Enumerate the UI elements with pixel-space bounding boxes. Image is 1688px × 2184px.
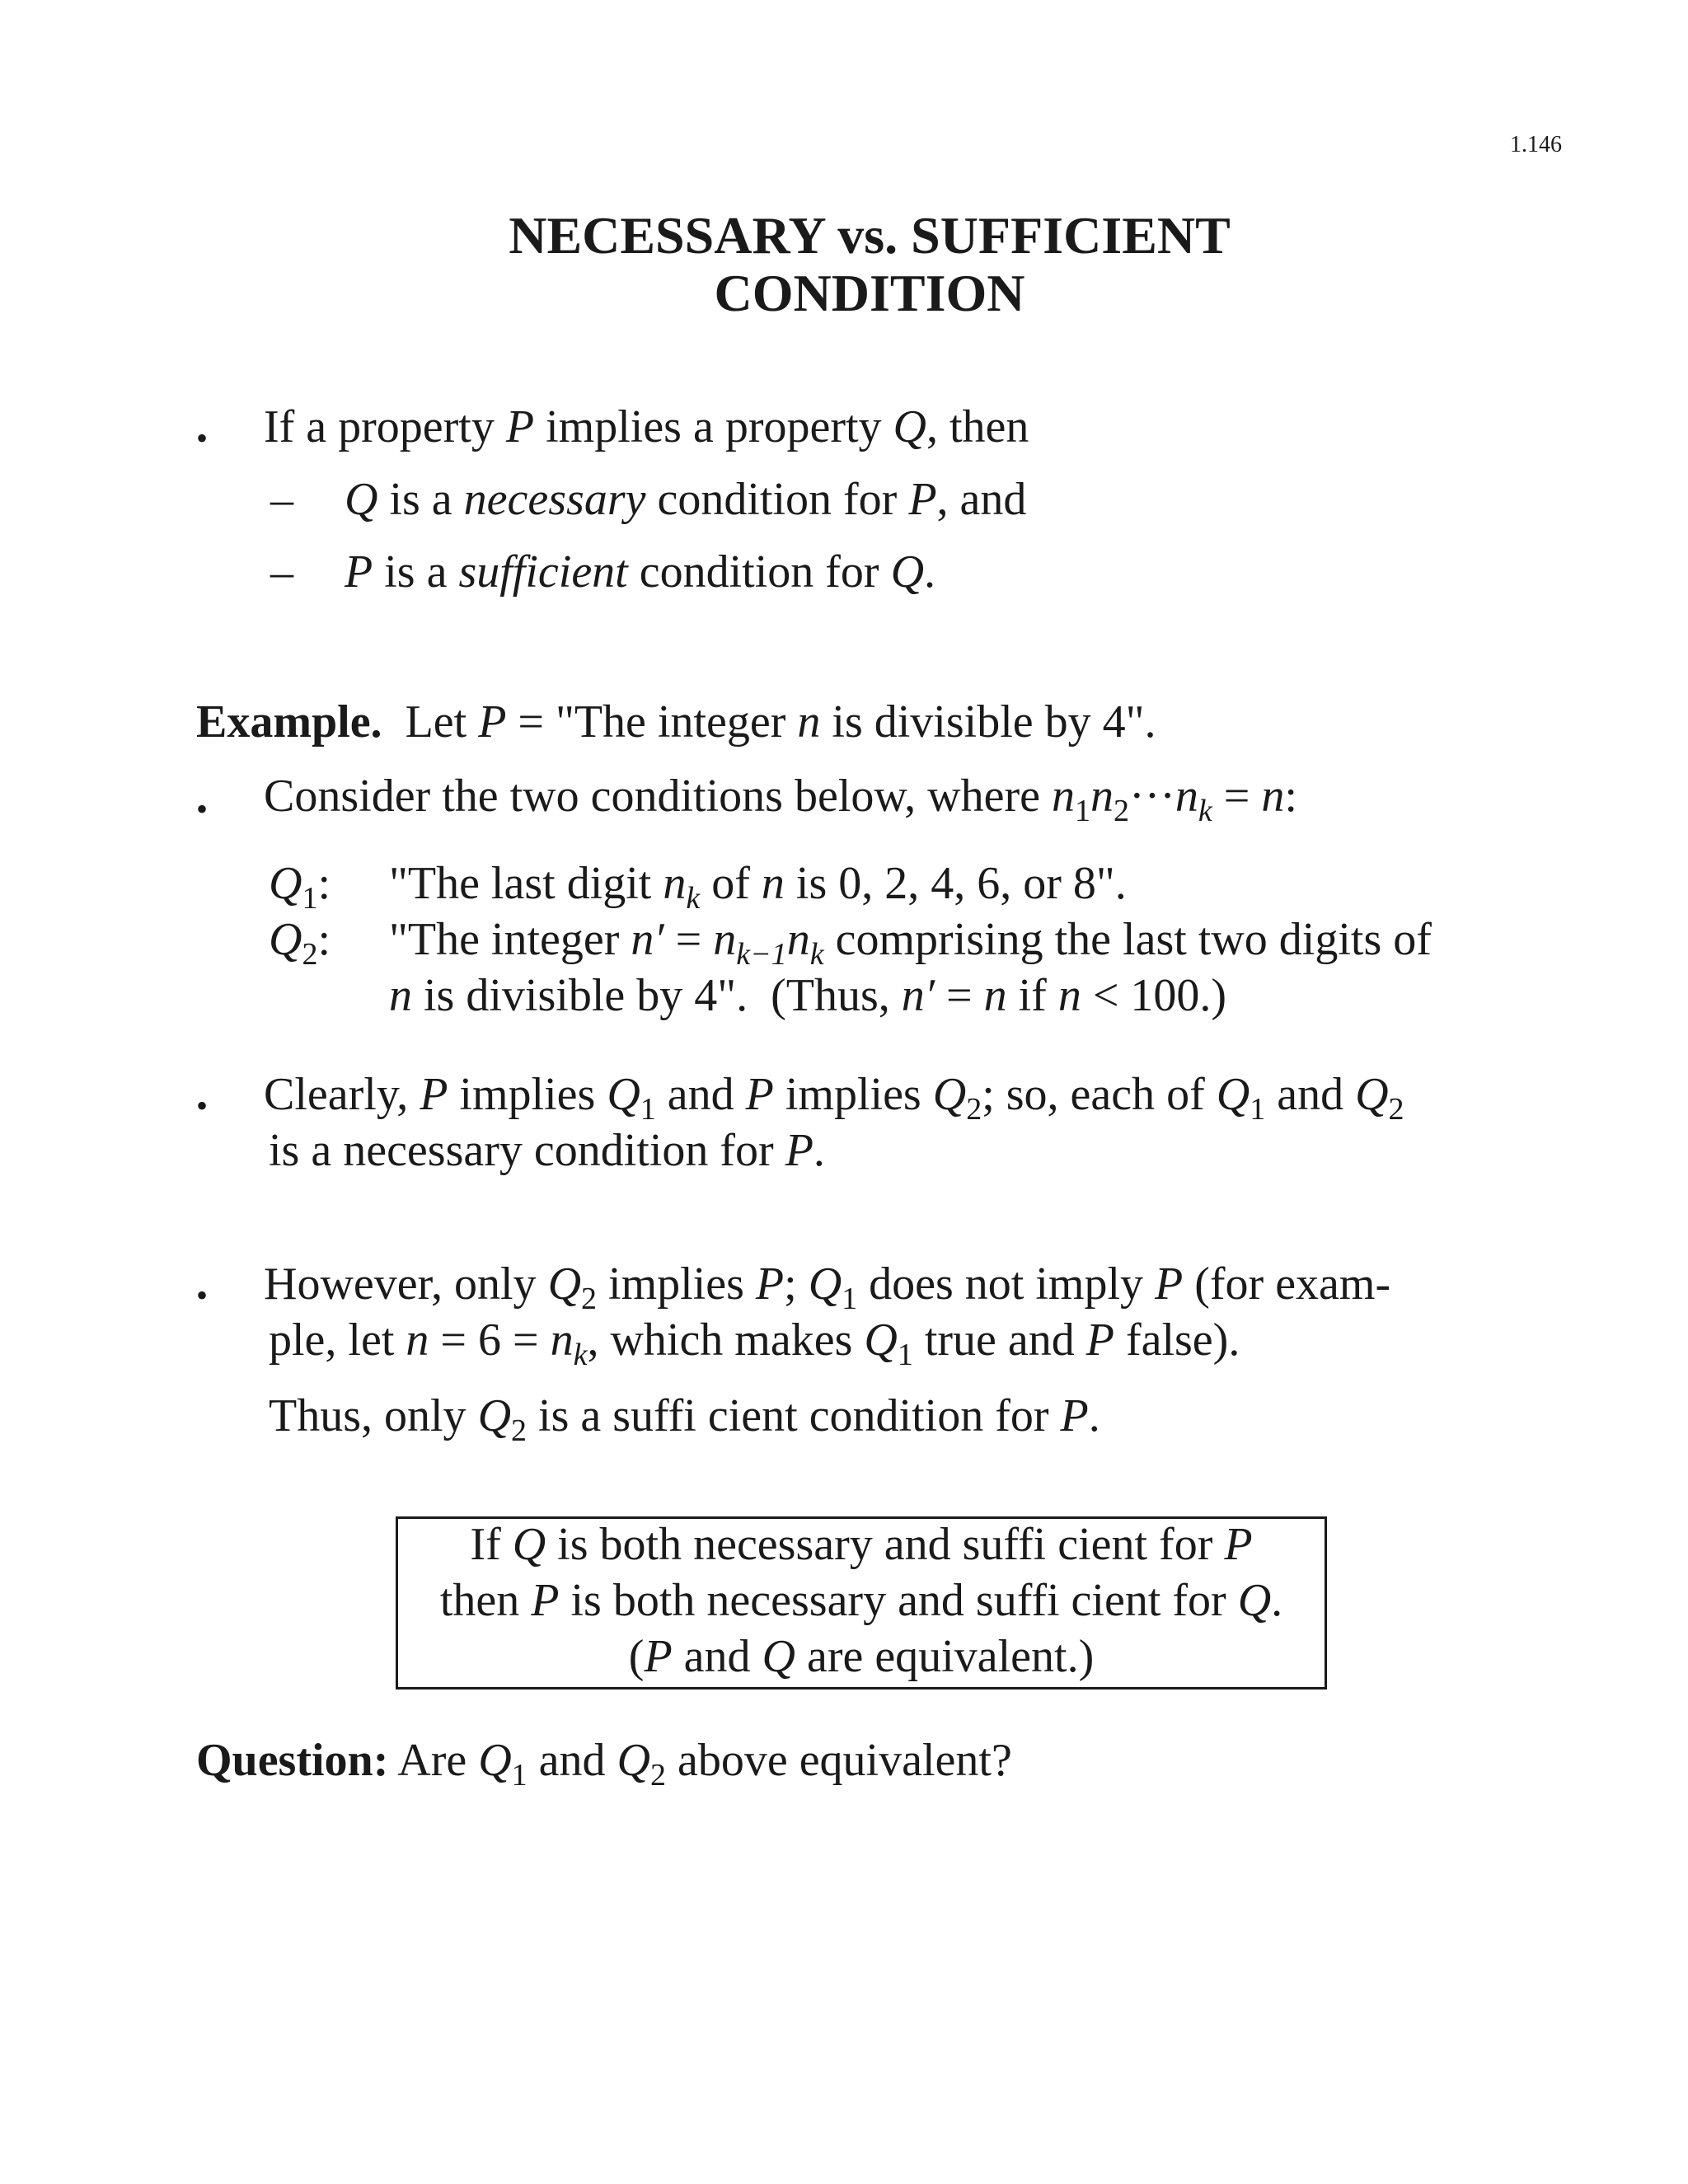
subscript: 2	[1388, 1092, 1404, 1127]
consider-line	[264, 770, 1297, 828]
box-line-2	[396, 1574, 1327, 1627]
text: Thus, only	[269, 1390, 478, 1441]
subscript: k	[1198, 794, 1212, 828]
var-Q: Q	[808, 1258, 842, 1310]
var-n: n	[786, 914, 810, 965]
var-n: n	[1261, 771, 1285, 822]
text: then	[439, 1575, 532, 1626]
text: .	[1271, 1575, 1283, 1626]
text: (	[628, 1631, 645, 1682]
var-Q: Q	[932, 1069, 967, 1120]
subscript: 1	[1074, 794, 1090, 828]
example-line	[196, 696, 1156, 748]
text: = "The integer	[506, 696, 798, 748]
var-Q: Q	[762, 1631, 795, 1682]
box-line-3	[396, 1630, 1327, 1683]
var-Q: Q	[864, 1315, 898, 1366]
var-n: n	[389, 970, 412, 1021]
var-Q: Q	[617, 1735, 650, 1786]
var-P: P	[478, 696, 507, 748]
text: Are	[388, 1735, 479, 1786]
text: if	[1006, 970, 1058, 1021]
text: ;	[784, 1258, 809, 1310]
text: .	[813, 1125, 825, 1176]
clearly-line-2	[269, 1124, 825, 1177]
question-label: Question:	[196, 1735, 389, 1786]
var-n-prime: n′	[631, 914, 664, 965]
var-P: P	[785, 1125, 814, 1176]
var-Q: Q	[1216, 1069, 1250, 1120]
text: , then	[926, 401, 1029, 452]
subscript: 1	[511, 1758, 528, 1793]
var-Q: Q	[1355, 1069, 1389, 1120]
text: is a	[373, 546, 459, 598]
title-line-1: NECESSARY vs. SUFFICIENT	[509, 206, 1231, 265]
however-line-1	[264, 1258, 1391, 1316]
text: :	[317, 858, 331, 909]
var-Q: Q	[1237, 1575, 1272, 1626]
text: Let	[382, 696, 479, 748]
text: is a	[377, 474, 464, 525]
var-n-prime: n′	[901, 970, 935, 1021]
emphasis-necessary: necessary	[463, 474, 646, 525]
subscript: 2	[302, 937, 318, 972]
text: =	[935, 970, 984, 1021]
text: are equivalent.)	[795, 1631, 1095, 1682]
text: .	[1088, 1390, 1100, 1441]
text: =	[1212, 771, 1262, 822]
text: condition for	[627, 546, 891, 598]
var-n: n	[761, 858, 785, 909]
text: above equivalent?	[665, 1735, 1012, 1786]
subscript: 2	[1113, 794, 1129, 828]
text: =	[663, 914, 714, 965]
var-P: P	[755, 1258, 785, 1310]
var-n: n	[1057, 970, 1081, 1021]
var-P: P	[644, 1631, 673, 1682]
var-Q: Q	[345, 474, 378, 525]
bullet-glyph: •	[196, 419, 209, 457]
text: :	[317, 914, 331, 965]
var-Q: Q	[890, 546, 925, 598]
example-label: Example.	[196, 696, 382, 748]
var-n: n	[1175, 771, 1198, 822]
bullet-glyph: •	[196, 1277, 209, 1314]
text: false).	[1114, 1315, 1240, 1366]
var-P: P	[505, 401, 535, 452]
subscript: 2	[649, 1758, 666, 1793]
text: and	[1265, 1069, 1356, 1120]
text: and	[527, 1735, 617, 1786]
var-P: P	[345, 546, 373, 598]
q1-condition	[389, 857, 1127, 916]
text: does not imply	[857, 1258, 1156, 1310]
q2-condition-line-1	[389, 913, 1432, 972]
var-Q: Q	[269, 858, 302, 909]
ellipsis: ···	[1128, 771, 1175, 822]
var-n: n	[797, 696, 821, 748]
subscript: 1	[302, 881, 318, 916]
emphasis-sufficient: sufficient	[458, 546, 628, 598]
var-n: n	[1090, 771, 1114, 822]
var-P: P	[1224, 1519, 1253, 1570]
clearly-line-1	[264, 1068, 1404, 1127]
text: of	[700, 858, 762, 909]
var-Q: Q	[477, 1390, 512, 1441]
subscript: 2	[966, 1092, 982, 1127]
intro-dash-2	[345, 546, 935, 598]
var-Q: Q	[893, 401, 926, 452]
bullet-glyph: •	[196, 790, 209, 827]
var-n: n	[1051, 771, 1075, 822]
var-P: P	[1085, 1315, 1114, 1366]
subscript: 2	[511, 1413, 528, 1448]
text: is divisible by 4". (Thus,	[412, 970, 902, 1021]
var-n: n	[983, 970, 1007, 1021]
text: If	[470, 1519, 513, 1570]
var-P: P	[1155, 1258, 1184, 1310]
text: ; so, each of	[982, 1069, 1217, 1120]
var-Q: Q	[607, 1069, 640, 1120]
text: is both necessary and suffi cient for	[546, 1519, 1225, 1570]
subscript: k	[686, 881, 701, 916]
question-line	[196, 1734, 1012, 1793]
var-P: P	[745, 1069, 774, 1120]
var-P: P	[531, 1575, 560, 1626]
thus-line	[269, 1390, 1100, 1448]
text: < 100.)	[1081, 970, 1227, 1021]
page-number: 1.146	[1510, 132, 1562, 157]
text: implies a property	[534, 401, 893, 452]
var-P: P	[1060, 1390, 1089, 1441]
var-Q: Q	[269, 914, 302, 965]
text: implies	[597, 1258, 756, 1310]
text: (for exam-	[1183, 1258, 1391, 1310]
text: :	[1284, 771, 1297, 822]
var-P: P	[908, 474, 937, 525]
however-line-2	[269, 1314, 1240, 1372]
q1-label	[269, 857, 331, 916]
subscript: 1	[897, 1338, 913, 1372]
bullet-glyph: •	[196, 1087, 209, 1124]
title-line-2: CONDITION	[714, 264, 1025, 322]
text: true and	[912, 1315, 1086, 1366]
text: is a necessary condition for	[269, 1125, 785, 1176]
var-n: n	[550, 1315, 574, 1366]
subscript: 2	[581, 1282, 598, 1316]
text: , and	[936, 474, 1027, 525]
text: However, only	[264, 1258, 548, 1310]
text: = 6 =	[429, 1315, 551, 1366]
text: comprising the last two digits of	[823, 914, 1432, 965]
text: .	[924, 546, 936, 598]
var-Q: Q	[478, 1735, 512, 1786]
text: ple, let	[269, 1315, 406, 1366]
var-n: n	[406, 1315, 429, 1366]
subscript: 1	[640, 1092, 656, 1127]
q2-label	[269, 913, 331, 972]
var-n: n	[663, 858, 687, 909]
text: and	[672, 1631, 762, 1682]
text: Consider the two conditions below, where	[264, 771, 1052, 822]
intro-dash-1	[345, 473, 1026, 526]
box-line-1	[396, 1518, 1327, 1571]
subscript: k−1	[736, 937, 787, 972]
text: condition for	[645, 474, 909, 525]
text: , which makes	[587, 1315, 865, 1366]
var-Q: Q	[547, 1258, 582, 1310]
text: "The integer	[389, 914, 631, 965]
var-Q: Q	[512, 1519, 546, 1570]
text: implies	[773, 1069, 933, 1120]
var-P: P	[420, 1069, 448, 1120]
text: and	[655, 1069, 746, 1120]
q2-condition-line-2	[389, 969, 1226, 1022]
subscript: k	[809, 937, 824, 972]
intro-bullet	[264, 401, 1029, 453]
text: is divisible by 4".	[820, 696, 1156, 748]
subscript: 1	[842, 1282, 858, 1316]
dash-glyph: –	[270, 546, 293, 598]
text: implies	[448, 1069, 607, 1120]
text: is both necessary and suffi cient for	[559, 1575, 1238, 1626]
text: Clearly,	[264, 1069, 420, 1120]
text: is 0, 2, 4, 6, or 8".	[784, 858, 1127, 909]
subscript: 1	[1250, 1092, 1266, 1127]
subscript: k	[573, 1338, 588, 1372]
text: "The last digit	[389, 858, 663, 909]
var-n: n	[713, 914, 737, 965]
text: If a property	[264, 401, 506, 452]
dash-glyph: –	[270, 474, 293, 525]
text: is a suffi cient condition for	[527, 1390, 1061, 1441]
